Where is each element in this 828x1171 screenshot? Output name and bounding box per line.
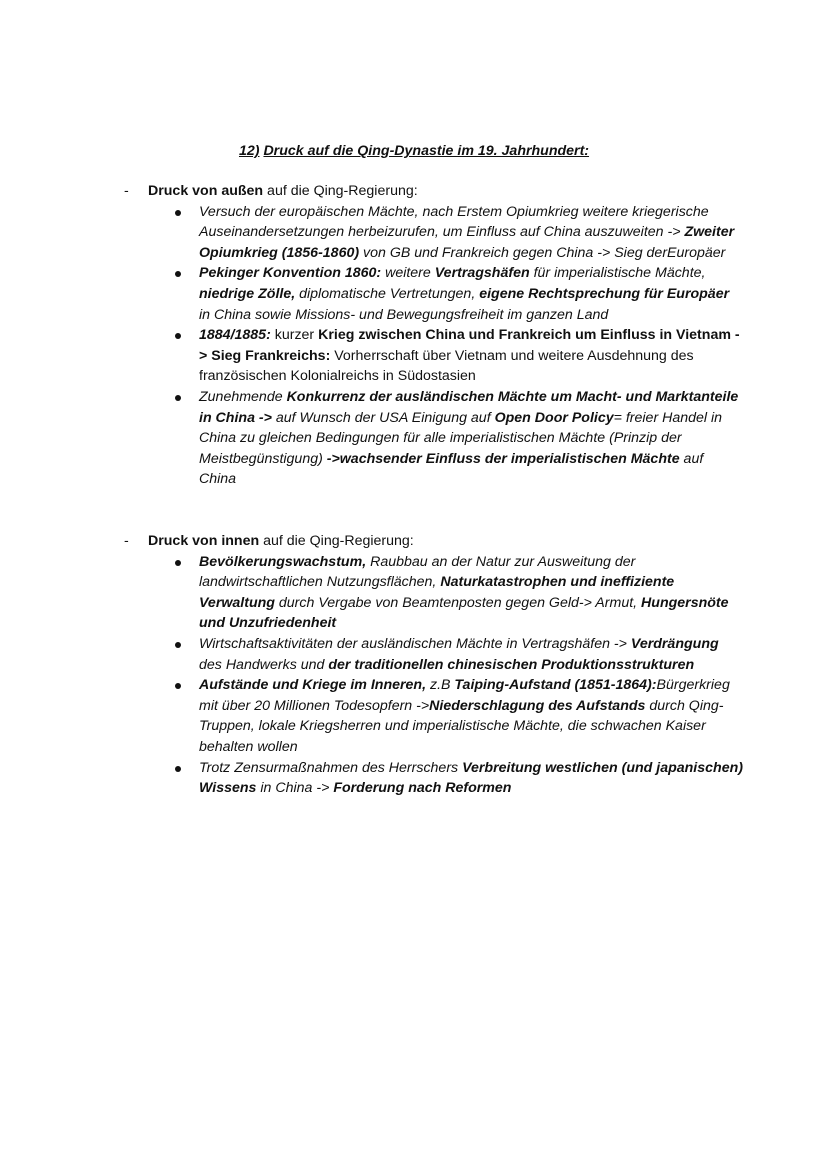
text-run: Taiping-Aufstand (1851-1864): xyxy=(454,677,657,694)
text-run: Forderung nach Reformen xyxy=(333,780,512,797)
list-item xyxy=(199,263,744,325)
text-run: Verdrängung xyxy=(630,635,719,652)
list-item xyxy=(199,387,744,490)
page-title xyxy=(0,141,828,162)
title-number: 12) xyxy=(238,143,260,159)
text-run: z.B xyxy=(426,677,455,694)
bullet-list xyxy=(124,552,744,799)
text-run: der traditionellen chinesischen Produktionsstrukturen xyxy=(328,656,695,673)
text-run: für imperialistische Mächte, xyxy=(529,265,706,282)
section-heading xyxy=(124,181,744,202)
section-heading-rest: auf die Qing-Regierung: xyxy=(263,183,418,199)
text-run: Konkurrenz der ausländischen Mächte um Macht- und Marktanteile in China -> xyxy=(199,388,739,426)
text-run: Raubbau an der Natur zur Ausweitung der landwirtschaftlichen Nutzungsflächen, xyxy=(199,553,636,591)
text-run: Niederschlagung des Aufstands xyxy=(429,697,646,714)
text-run: in China sowie Missions- und Bewegungsfreiheit im ganzen Land xyxy=(199,306,609,323)
text-run: von GB und Frankreich gegen China -> Sieg derEuropäer xyxy=(359,244,726,261)
section-heading xyxy=(124,531,744,552)
text-run: Krieg zwischen China und Frankreich um Einfluss in Vietnam -> Sieg Frankreichs: xyxy=(199,327,740,364)
bullet-dot xyxy=(175,271,181,277)
bullet-list xyxy=(124,202,744,490)
text-run: 1884/1885: xyxy=(199,327,271,344)
bullet-dot xyxy=(175,395,181,401)
bullet-dot xyxy=(175,766,181,772)
text-run: eigene Rechtsprechung für Europäer xyxy=(479,285,730,302)
bullet-dot xyxy=(175,642,181,648)
list-item xyxy=(199,634,744,675)
text-run: diplomatische Vertretungen, xyxy=(295,285,480,302)
bullet-dot xyxy=(175,683,181,689)
title-text: Druck auf die Qing-Dynastie im 19. Jahrhundert: xyxy=(263,143,590,159)
text-run: durch Vergabe von Beamtenposten gegen Geld-> Armut, xyxy=(274,594,642,611)
text-run: des Handwerks und xyxy=(199,656,329,673)
text-run: Vertragshäfen xyxy=(434,265,530,282)
text-run: auf Wunsch der USA Einigung auf xyxy=(271,409,495,426)
dash-marker: - xyxy=(124,183,129,199)
text-run: kurzer xyxy=(270,327,319,344)
bullet-dot xyxy=(175,333,181,339)
text-run: Aufstände und Kriege im Inneren, xyxy=(199,677,427,694)
text-run: Wirtschaftsaktivitäten der ausländischen Mächte in Vertragshäfen -> xyxy=(199,635,631,652)
text-run: Verbreitung westlichen (und japanischen) Wissens xyxy=(199,759,743,797)
text-run: weitere xyxy=(381,265,435,282)
text-run: Naturkatastrophen und ineffiziente Verwaltung xyxy=(199,574,675,611)
text-run: auf China xyxy=(199,450,704,488)
text-run: Hungersnöte und Unzufriedenheit xyxy=(199,594,729,632)
text-run: Vorherrschaft über Vietnam und weitere Ausdehnung des französischen Kolonialreichs in Südostasien xyxy=(199,347,694,385)
section-external-pressure xyxy=(124,181,744,490)
text-run: Pekinger Konvention 1860: xyxy=(199,265,382,282)
text-run: Zunehmende xyxy=(199,388,287,405)
section-heading-bold: Druck von außen xyxy=(148,183,264,199)
text-run: Bevölkerungswachstum, xyxy=(199,553,367,570)
bullet-dot xyxy=(175,560,181,566)
text-run: durch Qing-Truppen, lokale Kriegsherren und imperialistische Mächte, die schwachen Kaiser behalten wollen xyxy=(199,697,724,755)
text-run: Open Door Policy xyxy=(494,409,614,426)
text-run: Bürgerkrieg mit über 20 Millionen Todesopfern -> xyxy=(199,677,730,714)
list-item xyxy=(199,675,744,757)
text-run: Zweiter Opiumkrieg (1856-1860) xyxy=(199,224,735,261)
list-item xyxy=(199,202,744,264)
list-item xyxy=(199,325,744,387)
section-internal-pressure xyxy=(124,531,744,799)
text-run: ->wachsender Einfluss der imperialistischen Mächte xyxy=(326,450,680,467)
text-run: Trotz Zensurmaßnahmen des Herrschers xyxy=(199,759,463,776)
list-item xyxy=(199,758,744,799)
list-item xyxy=(199,552,744,634)
text-run: = freier Handel in China zu gleichen Bedingungen für alle imperialistischen Mächte (Prinzip der Meistbegünstigung) xyxy=(199,409,723,467)
text-run: in China -> xyxy=(256,780,334,797)
section-heading-rest: auf die Qing-Regierung: xyxy=(259,533,414,549)
text-run: Versuch der europäischen Mächte, nach Erstem Opiumkrieg weitere kriegerische Auseinandersetzungen herbeizurufen, um Einfluss auf China auszuweiten -> xyxy=(199,203,709,241)
section-heading-bold: Druck von innen xyxy=(148,533,260,549)
dash-marker: - xyxy=(124,533,129,549)
bullet-dot xyxy=(175,210,181,216)
text-run: niedrige Zölle, xyxy=(199,285,296,302)
